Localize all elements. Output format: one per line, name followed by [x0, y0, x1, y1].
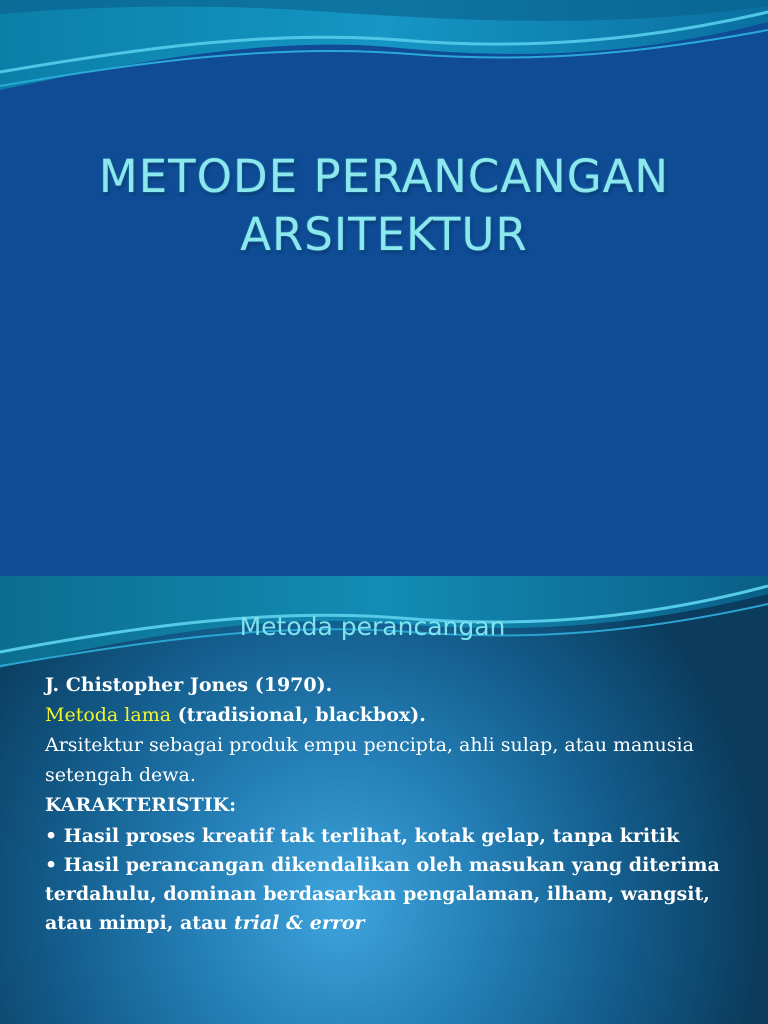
- slide-title-line1: METODE PERANCANGAN: [98, 150, 670, 203]
- bullet-item: • Hasil perancangan dikendalikan oleh masukan yang diterima: [45, 854, 720, 876]
- section-heading: KARAKTERISTIK:: [45, 794, 237, 816]
- continuation-prefix: atau mimpi, atau: [45, 912, 234, 934]
- author-line: J. Chistopher Jones (1970).: [45, 674, 333, 696]
- method-rest: (tradisional, blackbox).: [171, 704, 426, 726]
- slide-title: [0, 148, 768, 264]
- continuation-text: terdahulu, dominan berdasarkan pengalaman, ilham, wangsit,: [45, 883, 710, 905]
- continuation-italic: trial & error: [233, 912, 365, 934]
- continuation-text: [45, 911, 745, 936]
- method-line: [45, 700, 745, 730]
- wave-decoration-top: [0, 0, 768, 110]
- method-highlight: Metoda lama: [45, 704, 172, 726]
- slide-title-line2: ARSITEKTUR: [240, 208, 528, 261]
- slide-body: [45, 670, 745, 936]
- content-slide: [0, 576, 768, 1024]
- bullet-item: • Hasil proses kreatif tak terlihat, kotak gelap, tanpa kritik: [45, 825, 680, 847]
- slide-title: Metoda perancangan: [239, 612, 506, 641]
- description-text: Arsitektur sebagai produk empu pencipta, ahli sulap, atau manusia setengah dewa.: [45, 734, 694, 786]
